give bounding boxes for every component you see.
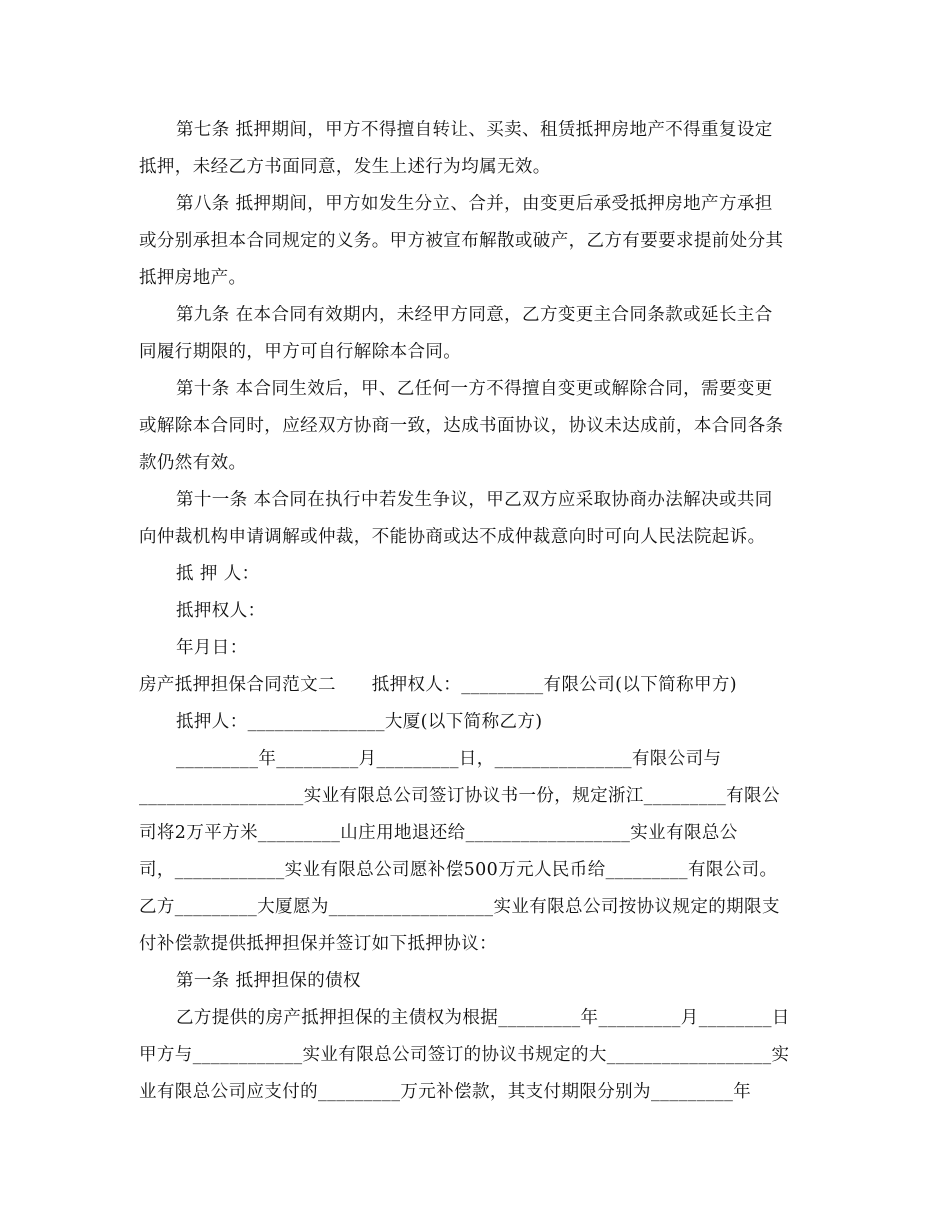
preamble-line-6: 付补偿款提供抵押担保并签订如下抵押协议：	[139, 934, 497, 954]
preamble-line-3: 司将2万平方米_________山庄用地退还给__________________实业有限总公	[139, 823, 738, 843]
preamble-line-1: _________年_________月_________日，_______________有限公司与	[176, 749, 722, 769]
sample-two-mortgagor: 抵押人：_______________大厦(以下简称乙方)	[176, 712, 543, 732]
clause-11-line-1: 第十一条 本合同在执行中若发生争议，甲乙双方应采取协商办法解决或共同	[176, 490, 773, 510]
signature-mortgagor: 抵 押 人：	[176, 564, 260, 584]
contract-text	[139, 112, 811, 1111]
clause-10-line-1: 第十条 本合同生效后，甲、乙任何一方不得擅自变更或解除合同，需要变更	[176, 379, 773, 399]
clause-8-line-1: 第八条 抵押期间，甲方如发生分立、合并，由变更后承受抵押房地产方承担	[176, 194, 773, 214]
article-1-heading: 第一条 抵押担保的债权	[176, 971, 361, 991]
article-1-line-3: 业有限总公司应支付的_________万元补偿款，其支付期限分别为_________年	[139, 1082, 752, 1102]
clause-7-line-1: 第七条 抵押期间，甲方不得擅自转让、买卖、租赁抵押房地产不得重复设定	[176, 120, 773, 140]
clause-9-line-2: 同履行期限的，甲方可自行解除本合同。	[139, 342, 462, 362]
signature-date: 年月日：	[176, 638, 248, 658]
clause-10-line-3: 款仍然有效。	[139, 453, 247, 473]
article-1-line-1: 乙方提供的房产抵押担保的主债权为根据_________年_________月________日	[176, 1008, 790, 1028]
preamble-line-5: 乙方_________大厦愿为__________________实业有限总公司按协议规定的期限支	[139, 897, 780, 917]
preamble-line-4: 司，____________实业有限总公司愿补偿500万元人民币给_________有限公司。	[139, 860, 778, 880]
clause-7-line-2: 抵押，未经乙方书面同意，发生上述行为均属无效。	[139, 157, 551, 177]
signature-mortgagee: 抵押权人：	[176, 601, 266, 621]
article-1-line-2: 甲方与____________实业有限总公司签订的协议书规定的大__________________实	[139, 1045, 790, 1065]
sample-two-heading: 房产抵押担保合同范文二 抵押权人：_________有限公司(以下简称甲方)	[139, 675, 738, 695]
clause-8-line-3: 抵押房地产。	[139, 268, 247, 288]
clause-8-line-2: 或分别承担本合同规定的义务。甲方被宣布解散或破产，乙方有要要求提前处分其	[139, 231, 784, 251]
preamble-line-2: __________________实业有限总公司签订协议书一份，规定浙江_________有限公	[139, 786, 780, 806]
clause-11-line-2: 向仲裁机构申请调解或仲裁，不能协商或达不成仲裁意向时可向人民法院起诉。	[139, 527, 766, 547]
clause-10-line-2: 或解除本合同时，应经双方协商一致，达成书面协议，协议未达成前，本合同各条	[139, 416, 784, 436]
clause-9-line-1: 第九条 在本合同有效期内，未经甲方同意，乙方变更主合同条款或延长主合	[176, 305, 773, 325]
